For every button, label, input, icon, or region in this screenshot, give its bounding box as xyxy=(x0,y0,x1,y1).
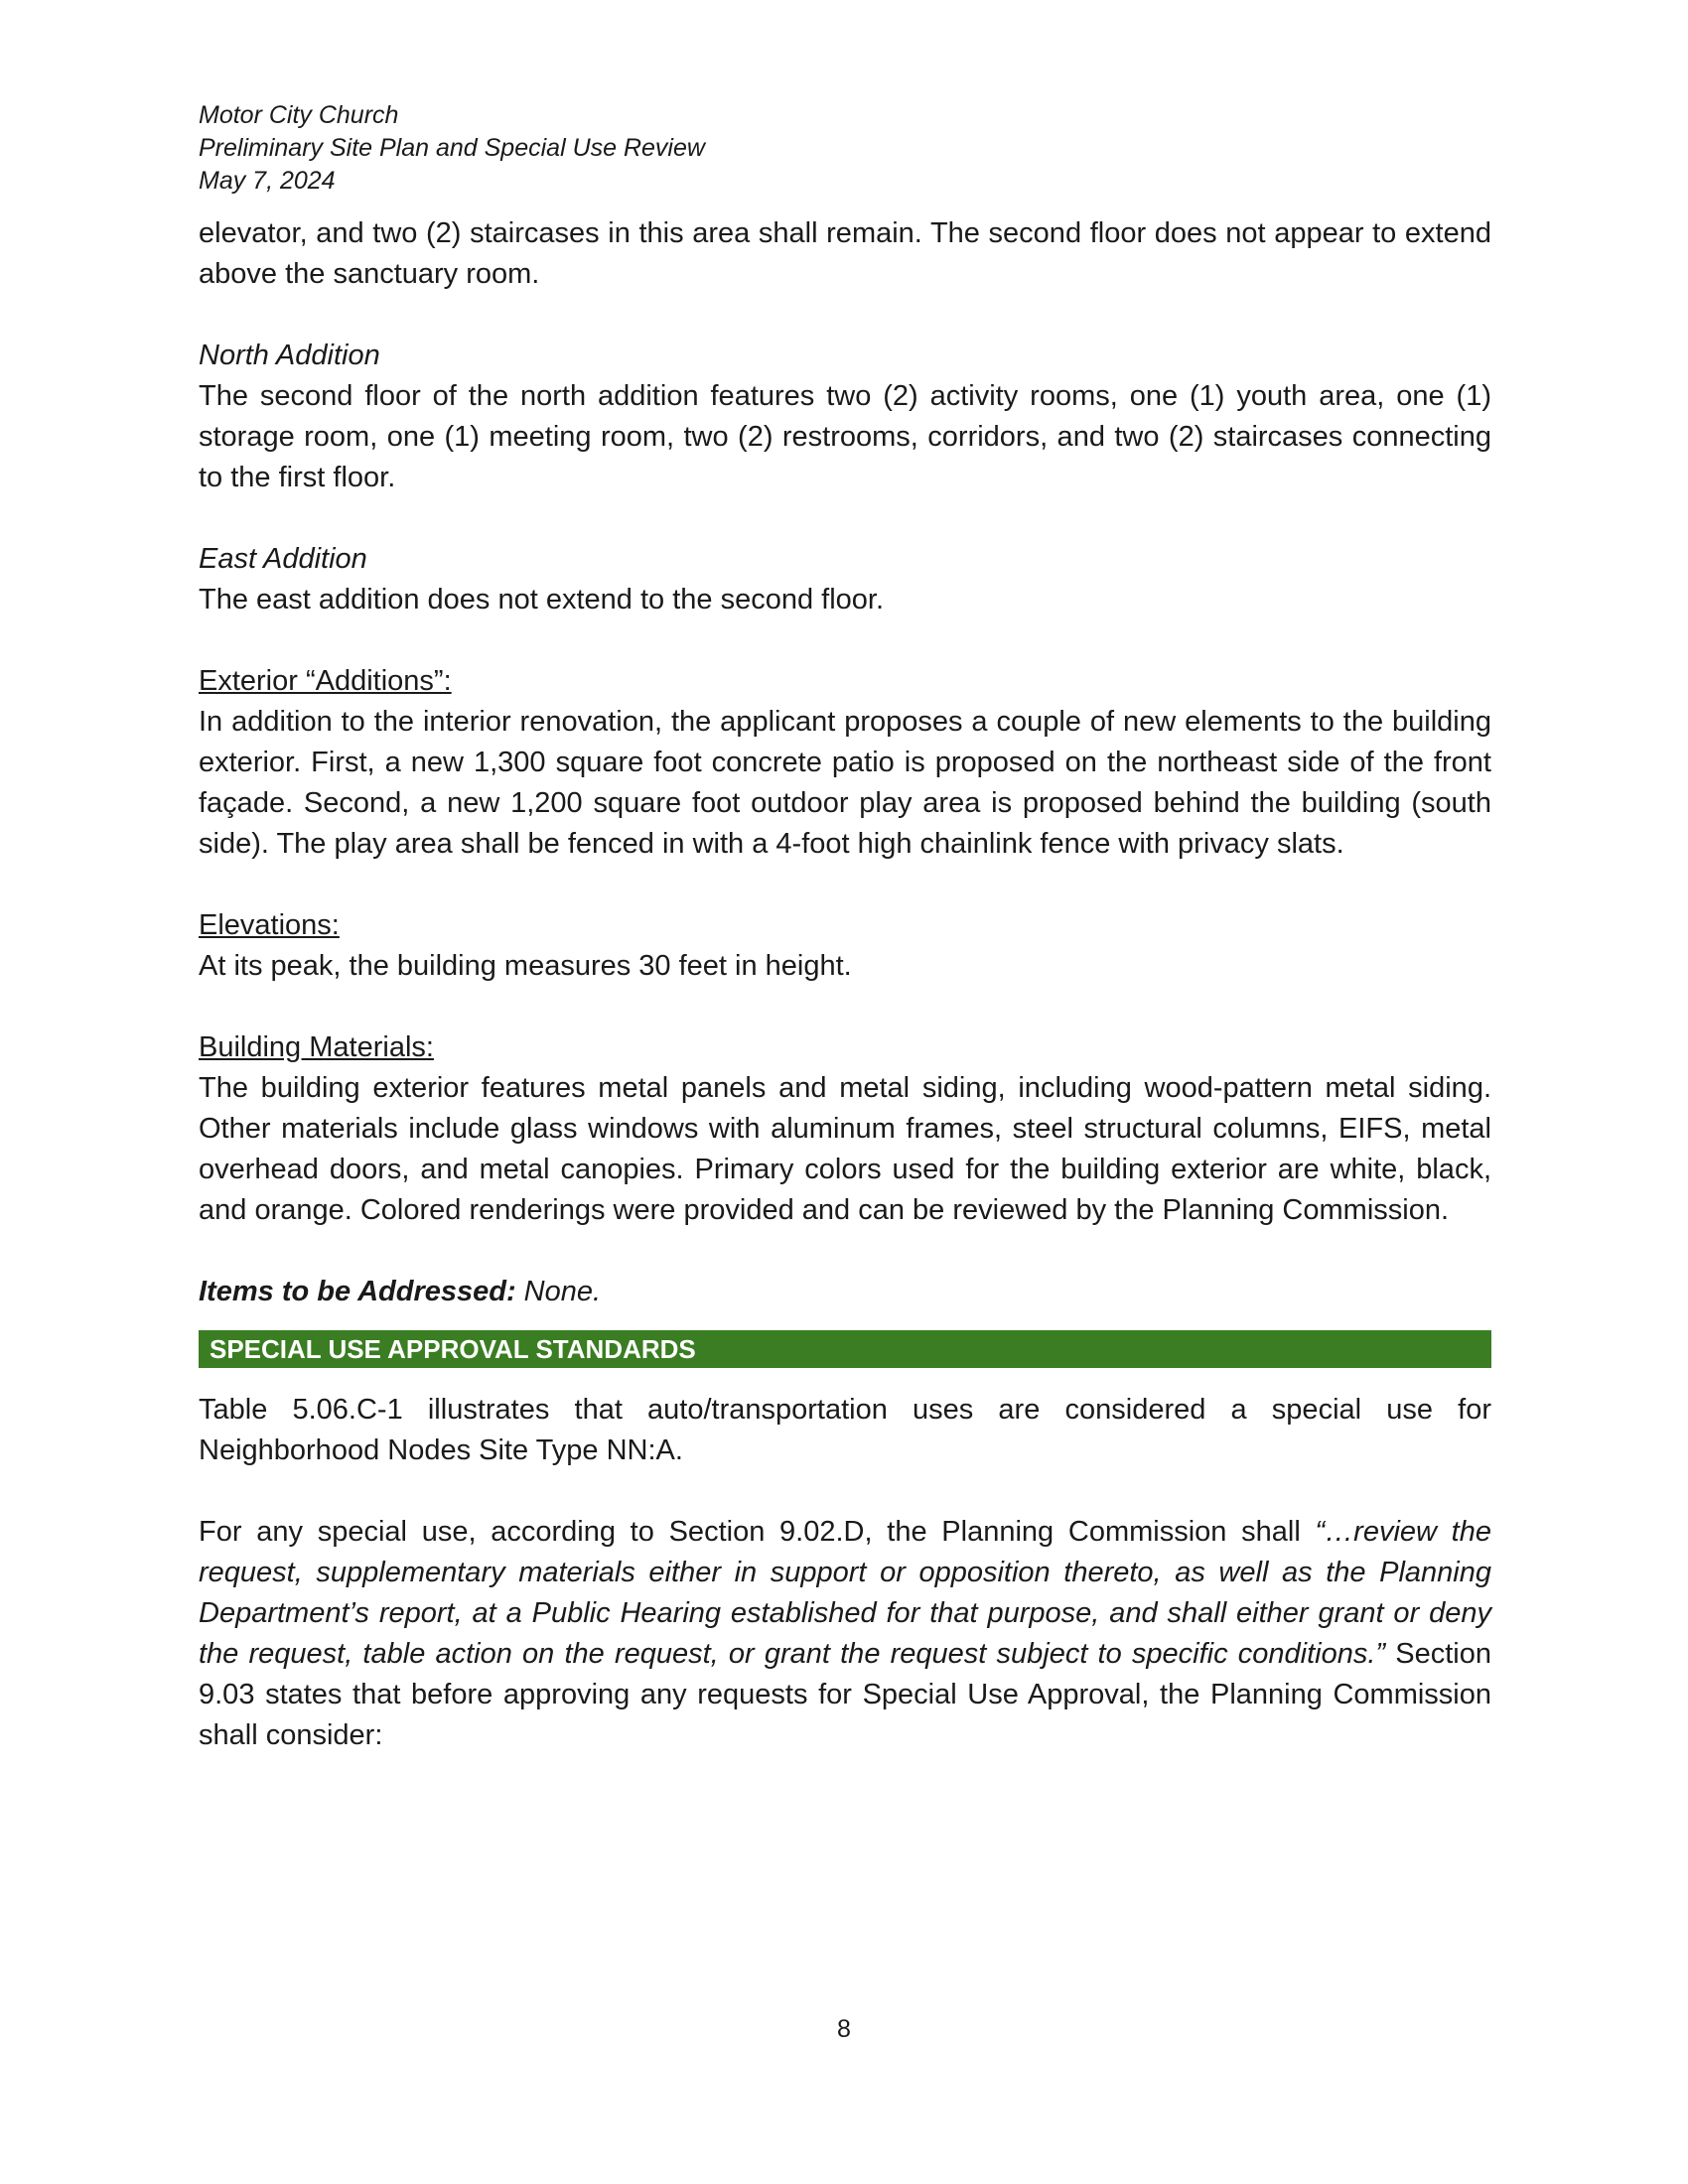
special-use-paragraph-2-lead: For any special use, according to Section 9.02.D, the Planning Commission shall xyxy=(199,1516,1316,1548)
special-use-quote: “…review the request, supplementary materials either in support or opposition thereto, as well as the Planning Department’s report, at a Public Hearing established for that purpose, and shall either grant or deny the request, table action on the request, or grant the request subject to specific conditions.” xyxy=(199,1516,1491,1670)
section-heading-bar: SPECIAL USE APPROVAL STANDARDS xyxy=(199,1330,1491,1368)
header-report-title: Preliminary Site Plan and Special Use Review xyxy=(199,134,705,162)
elevations-heading: Elevations: xyxy=(199,909,340,941)
page-number: 8 xyxy=(837,2015,851,2043)
document-page xyxy=(199,99,1491,1756)
special-use-paragraph-2 xyxy=(199,1512,1491,1756)
exterior-additions-paragraph: In addition to the interior renovation, the applicant proposes a couple of new elements to the building exterior. First, a new 1,300 square foot concrete patio is proposed on the northeast side of the front façade. Second, a new 1,200 square foot outdoor play area is proposed behind the building (south side). The play area shall be fenced in with a 4-foot high chainlink fence with privacy slats. xyxy=(199,706,1491,860)
header-church-name: Motor City Church xyxy=(199,101,399,129)
document-header xyxy=(199,99,1491,198)
items-to-address-line xyxy=(199,1272,1491,1312)
continuation-paragraph: elevator, and two (2) staircases in this area shall remain. The second floor does not appear to extend above the sanctuary room. xyxy=(199,217,1491,290)
items-to-address-value: None. xyxy=(515,1276,602,1307)
items-to-address-label: Items to be Addressed: xyxy=(199,1276,516,1307)
north-addition-heading: North Addition xyxy=(199,340,380,371)
east-addition-heading: East Addition xyxy=(199,543,367,575)
exterior-additions-heading: Exterior “Additions”: xyxy=(199,665,452,697)
special-use-paragraph-1: Table 5.06.C-1 illustrates that auto/transportation uses are considered a special use for Neighborhood Nodes Site Type NN:A. xyxy=(199,1394,1491,1466)
east-addition-paragraph: The east addition does not extend to the second floor. xyxy=(199,584,885,615)
header-date: May 7, 2024 xyxy=(199,167,336,195)
elevations-paragraph: At its peak, the building measures 30 feet in height. xyxy=(199,950,852,982)
building-materials-paragraph: The building exterior features metal panels and metal siding, including wood-pattern metal siding. Other materials include glass windows with aluminum frames, steel structural columns, EIFS, metal overhead doors, and metal canopies. Primary colors used for the building exterior are white, black, and orange. Colored renderings were provided and can be reviewed by the Planning Commission. xyxy=(199,1072,1491,1226)
building-materials-heading: Building Materials: xyxy=(199,1031,434,1063)
special-use-paragraph-2-tail: Section 9.03 states that before approving any requests for Special Use Approval, the Planning Commission shall consider: xyxy=(199,1638,1491,1751)
north-addition-paragraph: The second floor of the north addition features two (2) activity rooms, one (1) youth area, one (1) storage room, one (1) meeting room, two (2) restrooms, corridors, and two (2) staircases connecting to the first floor. xyxy=(199,380,1491,493)
